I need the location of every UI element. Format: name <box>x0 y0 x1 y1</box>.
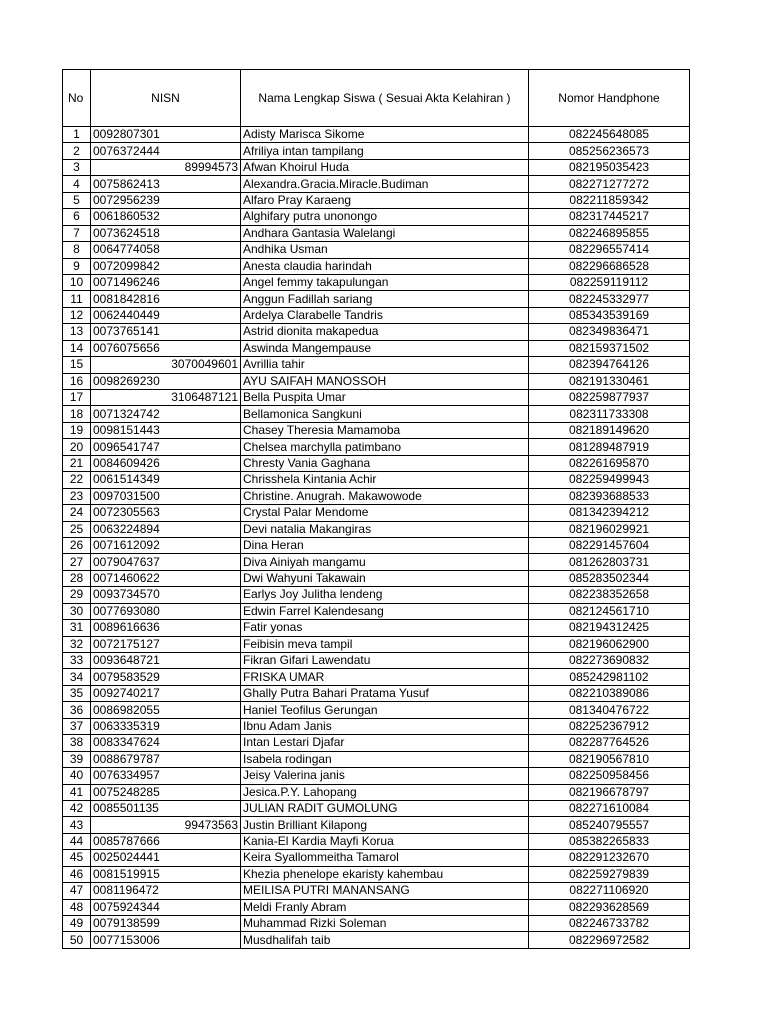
table-row <box>63 833 690 849</box>
table-row <box>63 307 690 323</box>
row-name-cell: Feibisin meva tampil <box>241 636 529 652</box>
row-nisn-cell: 0061860532 <box>91 209 241 225</box>
table-row <box>63 291 690 307</box>
table-row <box>63 587 690 603</box>
row-no-cell: 18 <box>63 406 91 422</box>
row-phone-cell: 082271106920 <box>529 883 690 899</box>
row-no-cell: 7 <box>63 225 91 241</box>
row-no-cell: 23 <box>63 488 91 504</box>
row-name-cell: Khezia phenelope ekaristy kahembau <box>241 866 529 882</box>
row-nisn-cell: 0088679787 <box>91 751 241 767</box>
table-row <box>63 225 690 241</box>
row-name-cell: Keira Syallommeitha Tamarol <box>241 850 529 866</box>
row-phone-cell: 082271610084 <box>529 800 690 816</box>
row-nisn-cell: 0092740217 <box>91 685 241 701</box>
row-phone-cell: 081289487919 <box>529 439 690 455</box>
table-row <box>63 439 690 455</box>
row-name-cell: Ghally Putra Bahari Pratama Yusuf <box>241 685 529 701</box>
row-name-cell: Dina Heran <box>241 537 529 553</box>
row-nisn-cell: 0061514349 <box>91 472 241 488</box>
row-no-cell: 44 <box>63 833 91 849</box>
row-no-cell: 14 <box>63 340 91 356</box>
row-phone-cell: 082250958456 <box>529 768 690 784</box>
row-name-cell: Bella Puspita Umar <box>241 390 529 406</box>
row-no-cell: 35 <box>63 685 91 701</box>
row-name-cell: Fikran Gifari Lawendatu <box>241 653 529 669</box>
table-row <box>63 340 690 356</box>
row-no-cell: 33 <box>63 653 91 669</box>
row-nisn-cell: 0097031500 <box>91 488 241 504</box>
table-row <box>63 751 690 767</box>
row-no-cell: 3 <box>63 159 91 175</box>
row-phone-cell: 085343539169 <box>529 307 690 323</box>
row-nisn-cell: 0071460622 <box>91 570 241 586</box>
row-nisn-cell: 0081842816 <box>91 291 241 307</box>
row-name-cell: Alfaro Pray Karaeng <box>241 192 529 208</box>
row-phone-cell: 082124561710 <box>529 603 690 619</box>
row-phone-cell: 082296972582 <box>529 932 690 948</box>
table-row <box>63 192 690 208</box>
row-name-cell: Dwi Wahyuni Takawain <box>241 570 529 586</box>
row-phone-cell: 082189149620 <box>529 422 690 438</box>
row-name-cell: Aswinda Mangempause <box>241 340 529 356</box>
header-phone: Nomor Handphone <box>529 70 690 127</box>
row-nisn-cell: 0025024441 <box>91 850 241 866</box>
row-no-cell: 25 <box>63 521 91 537</box>
table-row <box>63 176 690 192</box>
row-nisn-cell: 0098151443 <box>91 422 241 438</box>
row-name-cell: Astrid dionita makapedua <box>241 324 529 340</box>
header-row <box>63 70 690 127</box>
row-name-cell: Afwan Khoirul Huda <box>241 159 529 175</box>
row-phone-cell: 082293628569 <box>529 899 690 915</box>
row-nisn-cell: 0098269230 <box>91 373 241 389</box>
row-name-cell: FRISKA UMAR <box>241 669 529 685</box>
table-row <box>63 209 690 225</box>
row-phone-cell: 085240795557 <box>529 817 690 833</box>
row-phone-cell: 082317445217 <box>529 209 690 225</box>
table-row <box>63 521 690 537</box>
row-no-cell: 19 <box>63 422 91 438</box>
row-no-cell: 22 <box>63 472 91 488</box>
row-nisn-cell: 99473563 <box>91 817 241 833</box>
row-phone-cell: 081262803731 <box>529 554 690 570</box>
row-nisn-cell: 0085787666 <box>91 833 241 849</box>
table-row <box>63 406 690 422</box>
row-nisn-cell: 0076334957 <box>91 768 241 784</box>
table-row <box>63 570 690 586</box>
header-name: Nama Lengkap Siswa ( Sesuai Akta Kelahiran ) <box>241 70 529 127</box>
row-name-cell: Chrisshela Kintania Achir <box>241 472 529 488</box>
row-name-cell: Andhara Gantasia Walelangi <box>241 225 529 241</box>
table-row <box>63 537 690 553</box>
row-no-cell: 32 <box>63 636 91 652</box>
row-nisn-cell: 0079047637 <box>91 554 241 570</box>
table-row <box>63 324 690 340</box>
row-no-cell: 39 <box>63 751 91 767</box>
row-name-cell: Musdhalifah taib <box>241 932 529 948</box>
row-no-cell: 15 <box>63 357 91 373</box>
table-row <box>63 768 690 784</box>
table-row <box>63 472 690 488</box>
row-name-cell: Meldi Franly Abram <box>241 899 529 915</box>
row-no-cell: 29 <box>63 587 91 603</box>
table-row <box>63 258 690 274</box>
row-name-cell: Earlys Joy Julitha lendeng <box>241 587 529 603</box>
row-phone-cell: 085256236573 <box>529 143 690 159</box>
row-no-cell: 50 <box>63 932 91 948</box>
table-row <box>63 685 690 701</box>
row-phone-cell: 082245332977 <box>529 291 690 307</box>
row-phone-cell: 082191330461 <box>529 373 690 389</box>
row-name-cell: Haniel Teofilus Gerungan <box>241 702 529 718</box>
row-no-cell: 2 <box>63 143 91 159</box>
row-no-cell: 9 <box>63 258 91 274</box>
row-no-cell: 37 <box>63 718 91 734</box>
row-nisn-cell: 0073765141 <box>91 324 241 340</box>
row-no-cell: 8 <box>63 242 91 258</box>
table-row <box>63 620 690 636</box>
row-phone-cell: 082238352658 <box>529 587 690 603</box>
row-name-cell: Afriliya intan tampilang <box>241 143 529 159</box>
table-row <box>63 899 690 915</box>
row-nisn-cell: 0072175127 <box>91 636 241 652</box>
row-no-cell: 16 <box>63 373 91 389</box>
row-no-cell: 49 <box>63 916 91 932</box>
row-no-cell: 1 <box>63 127 91 143</box>
row-nisn-cell: 0084609426 <box>91 455 241 471</box>
table-row <box>63 603 690 619</box>
row-phone-cell: 082246733782 <box>529 916 690 932</box>
row-nisn-cell: 0075248285 <box>91 784 241 800</box>
row-name-cell: Anesta claudia harindah <box>241 258 529 274</box>
row-phone-cell: 082349836471 <box>529 324 690 340</box>
row-name-cell: AYU SAIFAH MANOSSOH <box>241 373 529 389</box>
row-name-cell: Andhika Usman <box>241 242 529 258</box>
table-row <box>63 850 690 866</box>
row-phone-cell: 082210389086 <box>529 685 690 701</box>
table-row <box>63 735 690 751</box>
row-name-cell: Alexandra.Gracia.Miracle.Budiman <box>241 176 529 192</box>
table-row <box>63 932 690 948</box>
table-row <box>63 718 690 734</box>
table-row <box>63 242 690 258</box>
row-phone-cell: 082196029921 <box>529 521 690 537</box>
row-name-cell: Diva Ainiyah mangamu <box>241 554 529 570</box>
row-phone-cell: 081340476722 <box>529 702 690 718</box>
row-no-cell: 26 <box>63 537 91 553</box>
row-name-cell: Alghifary putra unonongo <box>241 209 529 225</box>
table-row <box>63 373 690 389</box>
row-name-cell: JULIAN RADIT GUMOLUNG <box>241 800 529 816</box>
row-name-cell: Justin Brilliant Kilapong <box>241 817 529 833</box>
row-no-cell: 34 <box>63 669 91 685</box>
table-header <box>63 70 690 127</box>
row-nisn-cell: 0083347624 <box>91 735 241 751</box>
row-nisn-cell: 0063335319 <box>91 718 241 734</box>
row-phone-cell: 082311733308 <box>529 406 690 422</box>
row-nisn-cell: 0077693080 <box>91 603 241 619</box>
table-row <box>63 669 690 685</box>
row-phone-cell: 082394764126 <box>529 357 690 373</box>
table-row <box>63 702 690 718</box>
row-no-cell: 6 <box>63 209 91 225</box>
row-no-cell: 4 <box>63 176 91 192</box>
row-phone-cell: 082273690832 <box>529 653 690 669</box>
row-no-cell: 11 <box>63 291 91 307</box>
row-nisn-cell: 0072099842 <box>91 258 241 274</box>
table-row <box>63 554 690 570</box>
table-row <box>63 883 690 899</box>
row-nisn-cell: 0081196472 <box>91 883 241 899</box>
row-phone-cell: 082291232670 <box>529 850 690 866</box>
table-row <box>63 455 690 471</box>
row-nisn-cell: 0086982055 <box>91 702 241 718</box>
row-nisn-cell: 0071612092 <box>91 537 241 553</box>
row-nisn-cell: 0071324742 <box>91 406 241 422</box>
row-nisn-cell: 0064774058 <box>91 242 241 258</box>
row-name-cell: Chelsea marchylla patimbano <box>241 439 529 455</box>
table-row <box>63 800 690 816</box>
row-phone-cell: 082259877937 <box>529 390 690 406</box>
row-phone-cell: 082196678797 <box>529 784 690 800</box>
table-row <box>63 127 690 143</box>
row-name-cell: MEILISA PUTRI MANANSANG <box>241 883 529 899</box>
row-nisn-cell: 0071496246 <box>91 274 241 290</box>
row-nisn-cell: 0085501135 <box>91 800 241 816</box>
row-nisn-cell: 0096541747 <box>91 439 241 455</box>
table-row <box>63 784 690 800</box>
row-nisn-cell: 0062440449 <box>91 307 241 323</box>
row-name-cell: Fatir yonas <box>241 620 529 636</box>
row-phone-cell: 082271277272 <box>529 176 690 192</box>
table-row <box>63 143 690 159</box>
row-nisn-cell: 3070049601 <box>91 357 241 373</box>
table-row <box>63 159 690 175</box>
table-row <box>63 916 690 932</box>
table-row <box>63 357 690 373</box>
row-no-cell: 47 <box>63 883 91 899</box>
row-phone-cell: 082252367912 <box>529 718 690 734</box>
row-phone-cell: 082259499943 <box>529 472 690 488</box>
row-no-cell: 24 <box>63 505 91 521</box>
table-row <box>63 422 690 438</box>
row-no-cell: 5 <box>63 192 91 208</box>
row-name-cell: Muhammad Rizki Soleman <box>241 916 529 932</box>
row-no-cell: 45 <box>63 850 91 866</box>
row-name-cell: Edwin Farrel Kalendesang <box>241 603 529 619</box>
row-phone-cell: 082194312425 <box>529 620 690 636</box>
row-phone-cell: 082296557414 <box>529 242 690 258</box>
row-no-cell: 10 <box>63 274 91 290</box>
row-no-cell: 21 <box>63 455 91 471</box>
row-nisn-cell: 0081519915 <box>91 866 241 882</box>
row-no-cell: 28 <box>63 570 91 586</box>
row-nisn-cell: 3106487121 <box>91 390 241 406</box>
row-phone-cell: 082245648085 <box>529 127 690 143</box>
row-phone-cell: 085283502344 <box>529 570 690 586</box>
header-nisn: NISN <box>91 70 241 127</box>
row-nisn-cell: 0076372444 <box>91 143 241 159</box>
row-no-cell: 43 <box>63 817 91 833</box>
row-nisn-cell: 0072305563 <box>91 505 241 521</box>
row-nisn-cell: 0072956239 <box>91 192 241 208</box>
row-phone-cell: 082287764526 <box>529 735 690 751</box>
row-name-cell: Ardelya Clarabelle Tandris <box>241 307 529 323</box>
row-no-cell: 42 <box>63 800 91 816</box>
row-name-cell: Kania-El Kardia Mayfi Korua <box>241 833 529 849</box>
row-name-cell: Chasey Theresia Mamamoba <box>241 422 529 438</box>
row-phone-cell: 082296686528 <box>529 258 690 274</box>
row-name-cell: Intan Lestari Djafar <box>241 735 529 751</box>
row-nisn-cell: 0075924344 <box>91 899 241 915</box>
row-nisn-cell: 0093648721 <box>91 653 241 669</box>
row-nisn-cell: 0073624518 <box>91 225 241 241</box>
row-nisn-cell: 0089616636 <box>91 620 241 636</box>
table-row <box>63 390 690 406</box>
row-nisn-cell: 0092807301 <box>91 127 241 143</box>
table-row <box>63 653 690 669</box>
row-nisn-cell: 0077153006 <box>91 932 241 948</box>
table-body <box>63 127 690 949</box>
row-nisn-cell: 0079138599 <box>91 916 241 932</box>
row-no-cell: 41 <box>63 784 91 800</box>
row-no-cell: 27 <box>63 554 91 570</box>
row-phone-cell: 082211859342 <box>529 192 690 208</box>
table-row <box>63 636 690 652</box>
row-no-cell: 13 <box>63 324 91 340</box>
row-phone-cell: 082259119112 <box>529 274 690 290</box>
row-phone-cell: 082196062900 <box>529 636 690 652</box>
row-name-cell: Jeisy Valerina janis <box>241 768 529 784</box>
row-nisn-cell: 0076075656 <box>91 340 241 356</box>
row-name-cell: Jesica.P.Y. Lahopang <box>241 784 529 800</box>
row-no-cell: 38 <box>63 735 91 751</box>
row-no-cell: 12 <box>63 307 91 323</box>
row-phone-cell: 082246895855 <box>529 225 690 241</box>
row-phone-cell: 081342394212 <box>529 505 690 521</box>
row-phone-cell: 082195035423 <box>529 159 690 175</box>
row-name-cell: Avrillia tahir <box>241 357 529 373</box>
header-no: No <box>63 70 91 127</box>
row-name-cell: Angel femmy takapulungan <box>241 274 529 290</box>
table-row <box>63 488 690 504</box>
row-no-cell: 36 <box>63 702 91 718</box>
row-name-cell: Christine. Anugrah. Makawowode <box>241 488 529 504</box>
row-no-cell: 48 <box>63 899 91 915</box>
row-name-cell: Chresty Vania Gaghana <box>241 455 529 471</box>
row-no-cell: 20 <box>63 439 91 455</box>
row-phone-cell: 082159371502 <box>529 340 690 356</box>
table-row <box>63 817 690 833</box>
row-no-cell: 31 <box>63 620 91 636</box>
row-phone-cell: 082190567810 <box>529 751 690 767</box>
row-name-cell: Anggun Fadillah sariang <box>241 291 529 307</box>
row-name-cell: Adisty Marisca Sikome <box>241 127 529 143</box>
row-phone-cell: 082259279839 <box>529 866 690 882</box>
row-nisn-cell: 89994573 <box>91 159 241 175</box>
row-name-cell: Ibnu Adam Janis <box>241 718 529 734</box>
table-row <box>63 274 690 290</box>
row-nisn-cell: 0079583529 <box>91 669 241 685</box>
row-name-cell: Bellamonica Sangkuni <box>241 406 529 422</box>
row-nisn-cell: 0063224894 <box>91 521 241 537</box>
row-phone-cell: 085242981102 <box>529 669 690 685</box>
row-no-cell: 46 <box>63 866 91 882</box>
table-row <box>63 505 690 521</box>
row-no-cell: 40 <box>63 768 91 784</box>
row-name-cell: Isabela rodingan <box>241 751 529 767</box>
row-name-cell: Devi natalia Makangiras <box>241 521 529 537</box>
table-row <box>63 866 690 882</box>
row-name-cell: Crystal Palar Mendome <box>241 505 529 521</box>
row-phone-cell: 082261695870 <box>529 455 690 471</box>
row-nisn-cell: 0075862413 <box>91 176 241 192</box>
row-phone-cell: 085382265833 <box>529 833 690 849</box>
student-table <box>62 69 690 949</box>
row-phone-cell: 082393688533 <box>529 488 690 504</box>
row-nisn-cell: 0093734570 <box>91 587 241 603</box>
row-no-cell: 30 <box>63 603 91 619</box>
row-no-cell: 17 <box>63 390 91 406</box>
row-phone-cell: 082291457604 <box>529 537 690 553</box>
